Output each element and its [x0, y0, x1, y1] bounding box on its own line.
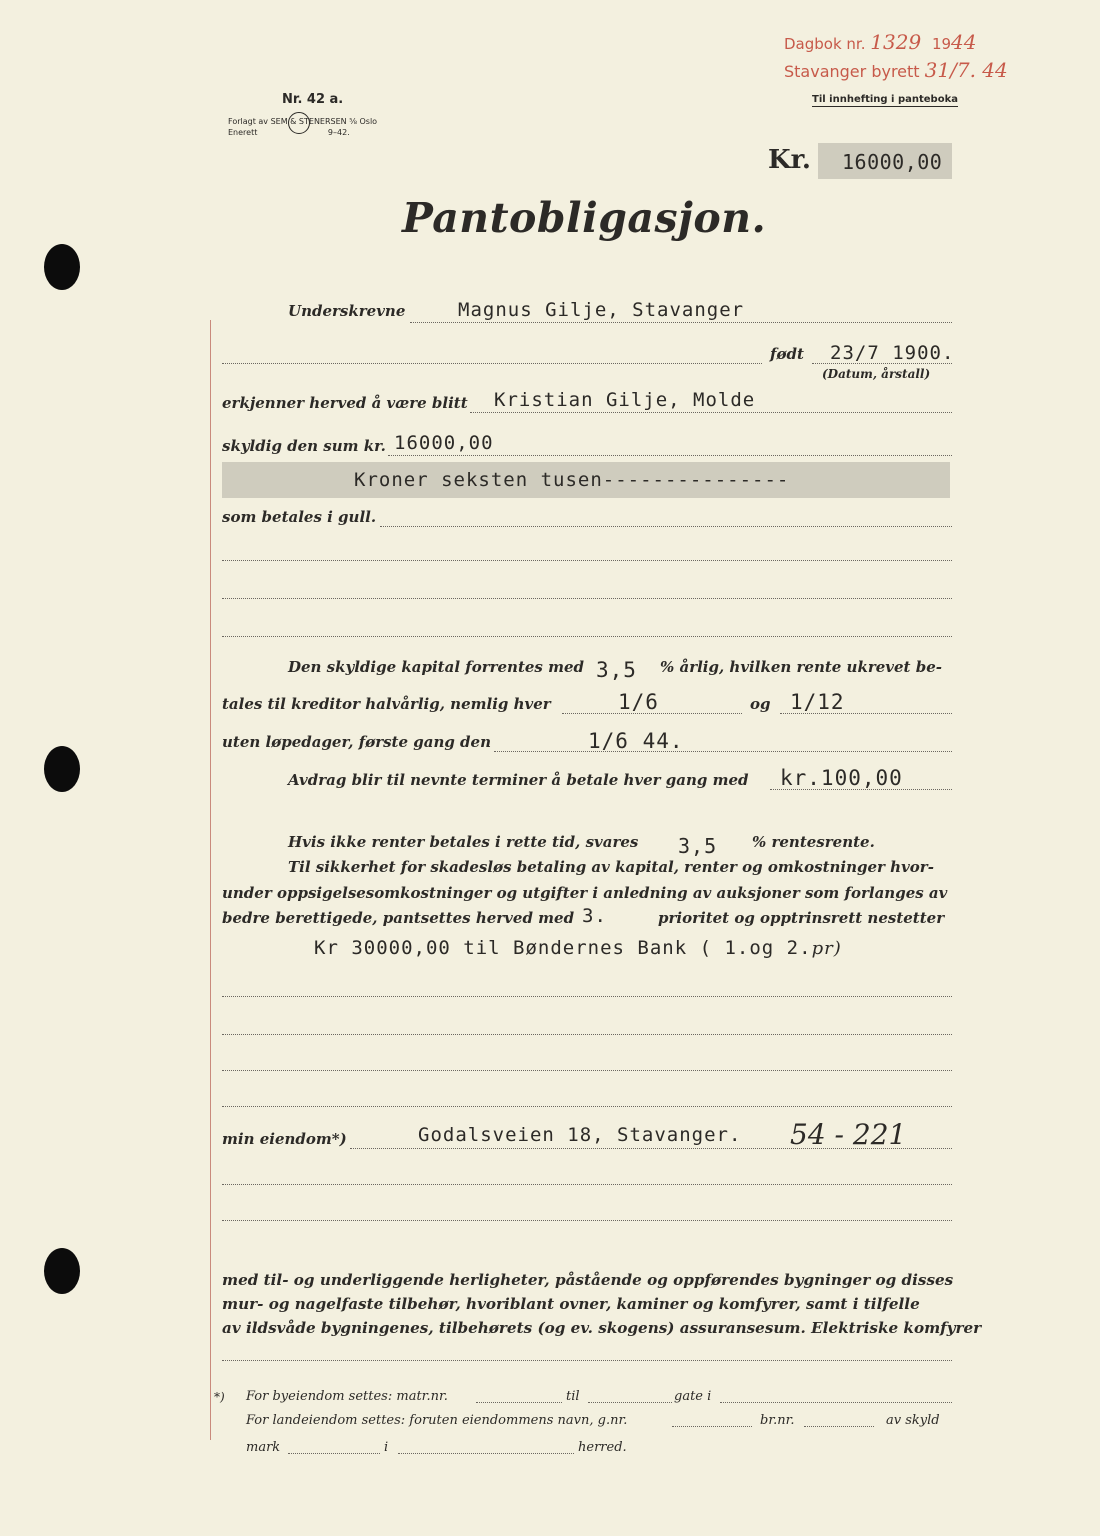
gull-line: [380, 526, 952, 527]
year-prefix: 19: [931, 35, 952, 53]
court-stamp: [784, 58, 1008, 82]
term2-value: 1/12: [790, 690, 845, 714]
property-value: Godalsveien 18, Stavanger.: [418, 1124, 742, 1146]
datum-label: (Datum, årstall): [822, 367, 931, 381]
fodt-value: 23/7 1900.: [830, 342, 955, 364]
footnote-herred-line: [398, 1453, 574, 1454]
rentesrente-rate: 3,5: [678, 834, 718, 858]
footnote-gate-line: [720, 1402, 952, 1403]
court-date: 31/7. 44: [924, 58, 1008, 82]
og-label: og: [750, 695, 771, 713]
document-title: Pantobligasjon.: [402, 194, 767, 242]
form-number: Nr. 42 a.: [282, 92, 344, 107]
dagbok-label: Dagbok nr.: [784, 35, 866, 53]
property-hand-number: 54 - 221: [790, 1118, 907, 1151]
erkjenner-line: [470, 412, 952, 413]
amount-value: 16000,00: [842, 150, 943, 174]
footnote-mark-label: mark: [246, 1440, 281, 1455]
interest-line4-a: Avdrag blir til nevnte terminer å betale hver gang med: [288, 771, 749, 789]
security-line3-b: prioritet og opptrinsrett nestetter: [658, 909, 945, 927]
blank-line-3: [222, 636, 952, 637]
blank-line-5: [222, 1034, 952, 1035]
erkjenner-label: erkjenner herved å være blitt: [222, 394, 468, 412]
dagbok-stamp: [784, 30, 977, 54]
binder-hole-top: [44, 244, 80, 290]
footnote-i-label: i: [384, 1440, 389, 1455]
security-line1: Til sikkerhet for skadesløs betaling av kapital, renter og omkostninger hvor-: [288, 858, 934, 876]
closing-line1: med til- og underliggende herligheter, påstående og oppførendes bygninger og disses: [222, 1271, 954, 1289]
interest-line3-a: uten løpedager, første gang den: [222, 733, 491, 751]
publisher-text: Forlagt av SEM & STENERSEN ⅝ Oslo: [228, 117, 378, 126]
term1-value: 1/6: [618, 690, 659, 714]
interest-line1-a: Den skyldige kapital forrentes med: [288, 658, 584, 676]
dagbok-number: 1329: [870, 30, 922, 54]
kroner-text: Kroner seksten tusen---------------: [354, 469, 790, 491]
blank-line-10: [222, 1360, 952, 1361]
amount-label: Kr.: [768, 145, 811, 175]
security-line3-a: bedre berettigede, pantsettes herved med: [222, 909, 575, 927]
skyldig-value: 16000,00: [394, 432, 494, 454]
amount-box: [818, 143, 952, 179]
publisher-logo-icon: [288, 112, 310, 134]
underskrevne-label: Underskrevne: [288, 302, 406, 320]
underskrevne-line: [410, 322, 952, 323]
binder-hole-bottom: [44, 1248, 80, 1294]
skyldig-line: [388, 455, 952, 456]
first-date-line: [494, 751, 952, 752]
footnote-land-label: For landeiendom settes: foruten eiendommens navn, g.nr.: [246, 1413, 628, 1428]
underskrevne-value: Magnus Gilje, Stavanger: [458, 299, 745, 321]
interest-line5-b: % rentesrente.: [752, 833, 875, 851]
property-label: min eiendom*): [222, 1130, 347, 1148]
erkjenner-value: Kristian Gilje, Molde: [494, 389, 756, 411]
blank-line-1: [222, 560, 952, 561]
court-name: Stavanger byrett: [784, 62, 920, 81]
footnote-gnr-line: [672, 1426, 752, 1427]
first-date-value: 1/6 44.: [588, 729, 684, 753]
footnote-star: *): [214, 1390, 225, 1404]
line-before-fodt: [222, 363, 762, 364]
gull-label: som betales i gull.: [222, 508, 377, 526]
footnote-til-line: [588, 1402, 672, 1403]
interest-line5-a: Hvis ikke renter betales i rette tid, svares: [288, 833, 639, 851]
closing-line2: mur- og nagelfaste tilbehør, hvoriblant ovner, kaminer og komfyrer, samt i tilfelle: [222, 1295, 920, 1313]
binder-hole-middle: [44, 746, 80, 792]
prior-pant-line: [314, 937, 842, 959]
footnote-brnr-label: br.nr.: [760, 1413, 795, 1428]
blank-line-9: [222, 1220, 952, 1221]
footnote-mark-line: [288, 1453, 380, 1454]
blank-line-4: [222, 996, 952, 997]
blank-line-2: [222, 598, 952, 599]
closing-line3: av ildsvåde bygningenes, tilbehørets (og ev. skogens) assuransesum. Elektriske komfyrer: [222, 1319, 982, 1337]
blank-line-7: [222, 1106, 952, 1107]
prioritet-value: 3.: [582, 905, 607, 927]
fodt-label: født: [770, 345, 804, 363]
footnote-til-label: til: [566, 1389, 580, 1404]
prior-pant-hand: pr): [811, 938, 842, 959]
enerett-text: Enerett: [228, 128, 258, 137]
footnote-brnr-line: [804, 1426, 874, 1427]
footnote-gate-label: gate i: [674, 1389, 712, 1404]
interest-line1-b: % årlig, hvilken rente ukrevet be-: [660, 658, 942, 676]
avdrag-value: kr.100,00: [780, 766, 903, 790]
security-line2: under oppsigelsesomkostninger og utgifter i anledning av auksjoner som forlanges av: [222, 884, 948, 902]
skyldig-label: skyldig den sum kr.: [222, 437, 386, 455]
footnote-skyld-label: av skyld: [886, 1413, 940, 1428]
blank-line-8: [222, 1184, 952, 1185]
prior-pant-text: Kr 30000,00 til Bøndernes Bank ( 1.og 2.: [314, 937, 812, 959]
kroner-box: [222, 462, 950, 498]
year-suffix: 44: [951, 30, 977, 54]
footnote-matrnr-line: [476, 1402, 562, 1403]
interest-rate: 3,5: [596, 658, 637, 682]
footnote-by-label: For byeiendom settes: matr.nr.: [246, 1389, 448, 1404]
footnote-herred-label: herred.: [578, 1440, 627, 1455]
blank-line-6: [222, 1070, 952, 1071]
form-code: 9–42.: [327, 128, 350, 137]
til-innhefting-label: Til innhefting i panteboka: [812, 94, 958, 105]
margin-line: [210, 320, 211, 1440]
interest-line2-a: tales til kreditor halvårlig, nemlig hver: [222, 695, 551, 713]
